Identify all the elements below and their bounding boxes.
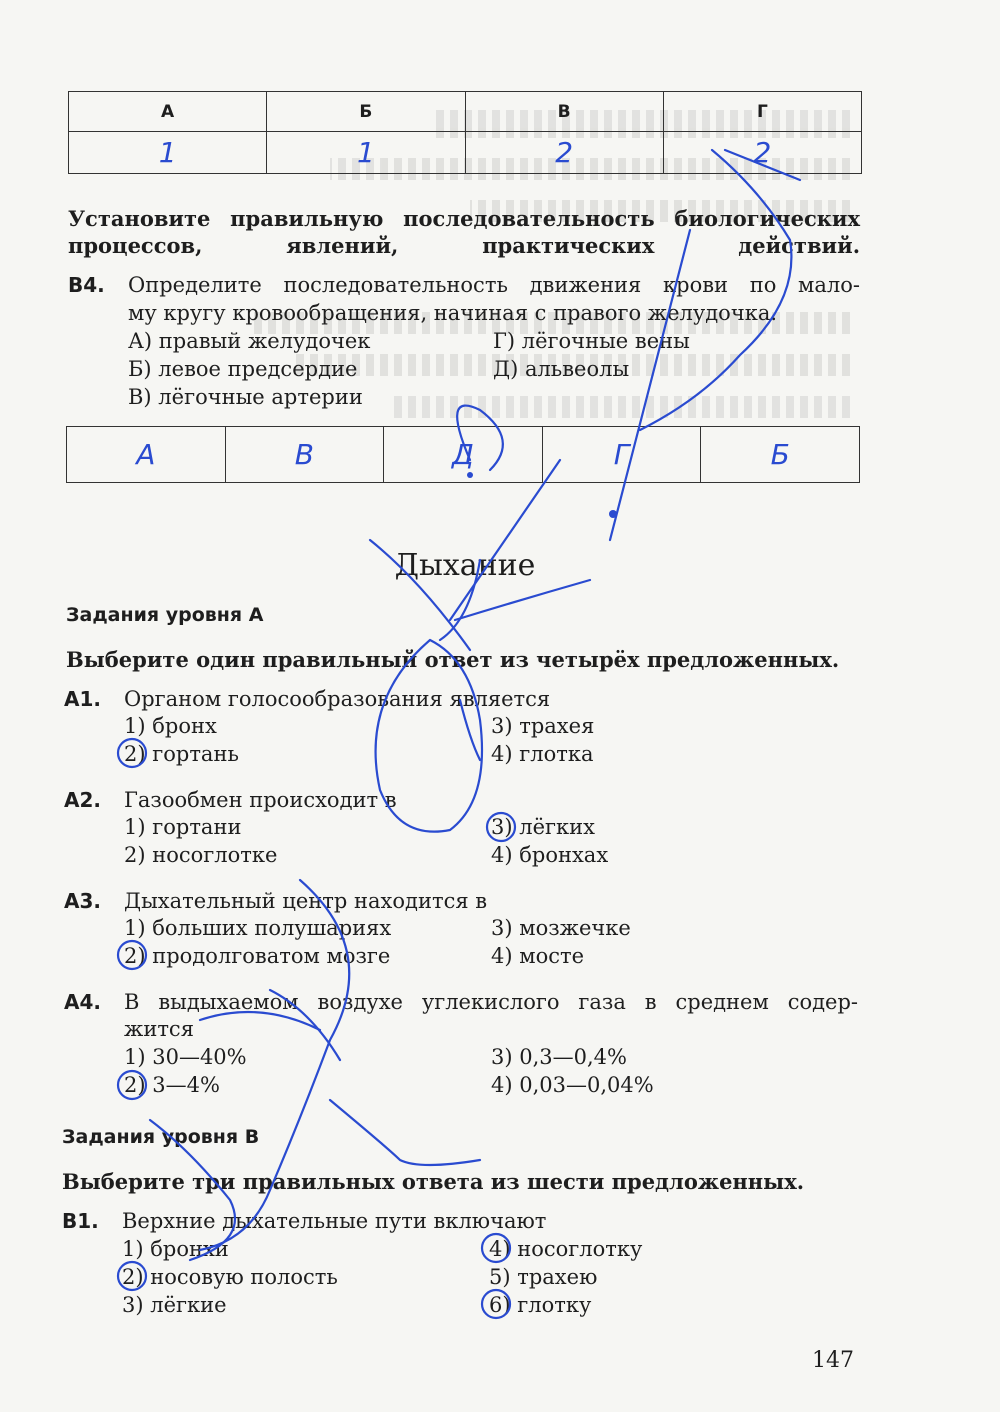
option-text: В) лёгочные артерии <box>128 385 363 409</box>
option-text: 4) носоглотку <box>489 1237 643 1261</box>
option-text: 4) глотка <box>491 742 594 766</box>
pen-scribble <box>330 1100 480 1165</box>
option-text: Б) левое предсердие <box>128 357 358 381</box>
section-title: Дыхание <box>394 548 536 583</box>
option-text: 3) мозжечке <box>491 916 631 940</box>
option-text: 2) носоглотке <box>124 843 278 867</box>
handwritten-answer-cell: 2 <box>465 132 663 174</box>
option-text: 3) лёгких <box>491 815 595 839</box>
handwritten-answer-cell: 1 <box>69 132 267 174</box>
question-text: Верхние дыхательные пути включают <box>122 1209 547 1233</box>
instruction-a: Выберите один правильный ответ из четырёх предложенных. <box>66 647 840 672</box>
handwritten-answer-cell: Д <box>384 427 543 483</box>
option-text: 2) гортань <box>124 742 239 766</box>
question-text: В выдыхаемом воздухе углекислого газа в среднем содер- <box>124 990 858 1014</box>
handwritten-answer-cell: Г <box>542 427 701 483</box>
option-text: 2) носовую полость <box>122 1265 338 1289</box>
option-text: 2) продолговатом мозге <box>124 944 391 968</box>
question-text: Дыхательный центр находится в <box>124 889 488 913</box>
option-text: 5) трахею <box>489 1265 598 1289</box>
option-text: А) правый желудочек <box>128 329 371 353</box>
page-number: 147 <box>812 1348 854 1373</box>
answer-table-b4 <box>66 426 860 483</box>
option-text: 4) бронхах <box>491 843 609 867</box>
option-text: 2) 3—4% <box>124 1073 220 1097</box>
question-number: В4. <box>68 273 105 297</box>
table-header-cell: Г <box>663 92 861 132</box>
question-text: Газообмен происходит в <box>124 788 397 812</box>
table-answer-row <box>67 427 860 483</box>
question-text: жится <box>124 1017 194 1041</box>
option-text: 6) глотку <box>489 1293 592 1317</box>
handwritten-answer-cell: 2 <box>663 132 861 174</box>
option-text: 4) мосте <box>491 944 585 968</box>
pen-dot <box>609 510 617 518</box>
question-number: А4. <box>64 990 101 1014</box>
option-text: 3) лёгкие <box>122 1293 227 1317</box>
option-text: 3) 0,3—0,4% <box>491 1045 627 1069</box>
option-text: Д) альвеолы <box>493 357 630 381</box>
question-number: А2. <box>64 788 101 812</box>
handwritten-answer-cell: В <box>225 427 384 483</box>
question-number: А1. <box>64 687 101 711</box>
table-header-cell: А <box>69 92 267 132</box>
table-header-row <box>69 92 862 132</box>
question-text: Органом голосообразования является <box>124 687 551 711</box>
level-a-heading: Задания уровня А <box>66 604 264 626</box>
option-text: 1) 30—40% <box>124 1045 247 1069</box>
pen-scribble <box>450 460 560 620</box>
pen-scribble <box>455 580 590 620</box>
handwritten-answer-cell: А <box>67 427 226 483</box>
handwritten-answer-cell: Б <box>701 427 860 483</box>
option-text: 1) бронх <box>124 714 217 738</box>
table-header-cell: В <box>465 92 663 132</box>
question-number: А3. <box>64 889 101 913</box>
option-text: 1) бронхи <box>122 1237 229 1261</box>
level-b-heading: Задания уровня В <box>62 1126 260 1148</box>
answer-table-b3 <box>68 91 862 174</box>
option-text: 4) 0,03—0,04% <box>491 1073 654 1097</box>
question-number: В1. <box>62 1209 99 1233</box>
option-text: Г) лёгочные вены <box>493 329 690 353</box>
handwritten-answer-cell: 1 <box>267 132 465 174</box>
table-answer-row <box>69 132 862 174</box>
table-header-cell: Б <box>267 92 465 132</box>
question-text: му кругу кровообращения, начиная с правого желудочка. <box>128 301 778 325</box>
instruction-b: Выберите три правильных ответа из шести предложенных. <box>62 1169 805 1194</box>
option-text: 3) трахея <box>491 714 595 738</box>
question-text: Определите последовательность движения крови по мало- <box>128 273 860 297</box>
option-text: 1) больших полушариях <box>124 916 392 940</box>
option-text: 1) гортани <box>124 815 242 839</box>
sequence-instruction: Установите правильную последовательность биологических процессов, явлений, практических действий. <box>68 206 860 258</box>
